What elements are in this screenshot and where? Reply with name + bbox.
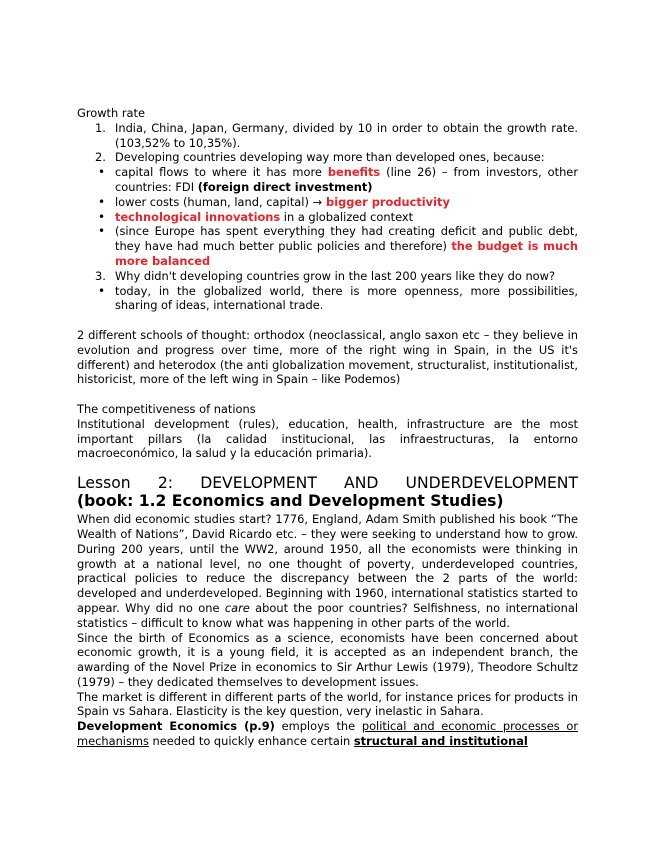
heading-word: UNDERDEVELOPMENT bbox=[405, 474, 578, 493]
item-text: India, China, Japan, Germany, divided by 10 in order to obtain the growth rate. (103,52% to 10,35%). bbox=[115, 120, 578, 150]
list-marker: 3. bbox=[95, 268, 106, 283]
bold-text: (foreign direct investment) bbox=[197, 179, 373, 194]
lesson-subtitle: (book: 1.2 Economics and Development Studies) bbox=[77, 491, 504, 510]
bullet-icon: • bbox=[98, 224, 106, 239]
paragraph bbox=[77, 512, 578, 630]
text-run: capital flows to where it has more bbox=[115, 165, 328, 180]
heading-word: AND bbox=[344, 474, 379, 493]
paragraph: Since the birth of Economics as a science, economists have been concerned about economic growth, it is a young field, it is accepted as an independent branch, the awarding of the Novel Prize in economics to Sir Arthur Lewis (1979), Theodore Schultz (1979) – they dedicated themselves to development issues. bbox=[77, 630, 578, 689]
numbered-item-1 bbox=[77, 121, 578, 151]
text-run: about the poor countries? Selfishness, no international statistics – difficult to know what was happening in other parts of the world. bbox=[77, 600, 578, 630]
highlight-text: technological innovations bbox=[115, 209, 281, 224]
text-run: employs the bbox=[274, 719, 362, 734]
bullet-icon: • bbox=[98, 165, 106, 180]
text-run: lower costs (human, land, capital) bbox=[115, 194, 313, 209]
growth-heading: Growth rate bbox=[77, 106, 145, 120]
highlight-text: benefits bbox=[327, 165, 381, 180]
bullet-item bbox=[77, 284, 578, 314]
item-text: Developing countries developing way more than developed ones, because: bbox=[115, 150, 545, 165]
list-marker: 1. bbox=[95, 120, 106, 135]
bullet-item bbox=[77, 165, 578, 195]
numbered-item-3 bbox=[77, 269, 578, 284]
lesson-heading bbox=[77, 475, 578, 510]
heading-word: 2: bbox=[157, 474, 174, 493]
list-marker: 2. bbox=[95, 150, 106, 165]
heading-word: Lesson bbox=[77, 474, 131, 493]
competitiveness-title: The competitiveness of nations bbox=[77, 401, 256, 416]
numbered-item-2 bbox=[77, 150, 578, 165]
bullet-icon: • bbox=[98, 209, 106, 224]
text-run: in a globalized context bbox=[280, 209, 414, 224]
text-run: (since Europe has spent everything they had creating deficit and public debt, they have had much better public policies and therefore) bbox=[115, 224, 578, 254]
italic-text: care bbox=[224, 600, 250, 615]
schools-paragraph: 2 different schools of thought: orthodox (neoclassical, anglo saxon etc – they believe in evolution and progress over time, more of the right wing in Spain, in the US it's different) and heterodox (the anti globalization movement, structuralist, institutionalist, historicist, more of the left wing in Spain – like Podemos) bbox=[77, 327, 578, 387]
bold-underlined-text: structural and institutional bbox=[353, 734, 528, 749]
bold-text: Development Economics (p.9) bbox=[77, 719, 275, 734]
underlined-text: political and economic processes or mechanisms bbox=[77, 719, 579, 749]
competitiveness-text: Institutional development (rules), education, health, infrastructure are the most important pillars (la calidad institucional, las infraestructuras, la entorno macroeconómico, la salud y la educación primaria). bbox=[77, 416, 578, 461]
highlight-text: the budget is much more balanced bbox=[115, 239, 578, 268]
text-run: today, in the globalized world, there is more openness, more possibilities, sharing of ideas, international trade. bbox=[115, 283, 578, 313]
text-run: (line 26) – from investors, other countries: FDI bbox=[115, 165, 579, 194]
item-text: Why didn't developing countries grow in the last 200 years like they do now? bbox=[115, 268, 555, 283]
paragraph: The market is different in different parts of the world, for instance prices for products in Spain vs Sahara. Elasticity is the key question, very inelastic in Sahara. bbox=[77, 689, 578, 719]
bullet-item bbox=[77, 210, 578, 225]
document-page bbox=[77, 106, 578, 749]
bullet-item bbox=[77, 224, 578, 268]
bullet-icon: • bbox=[98, 194, 106, 209]
text-run: When did economic studies start? 1776, England, Adam Smith published his book “The Wealth of Nations”, David Ricardo etc. – they were seeking to understand how to grow. During 200 years, until the WW2, around 1950, all the economists were thinking in growth at a national level, no one thought of poverty, underdeveloped countries, practical policies to reduce the discrepancy between the 2 parts of the world: developed and underdeveloped. Beginning with 1960, international statistics started to appear. Why did no one bbox=[77, 512, 578, 615]
highlight-text: bigger productivity bbox=[322, 194, 450, 209]
text-run: needed to quickly enhance certain bbox=[148, 734, 354, 749]
heading-word: DEVELOPMENT bbox=[200, 474, 317, 493]
paragraph bbox=[77, 719, 578, 749]
arrow-right-icon: → bbox=[312, 194, 323, 209]
bullet-item bbox=[77, 195, 578, 210]
lesson-title-line bbox=[77, 475, 578, 493]
bullet-icon: • bbox=[98, 283, 106, 298]
